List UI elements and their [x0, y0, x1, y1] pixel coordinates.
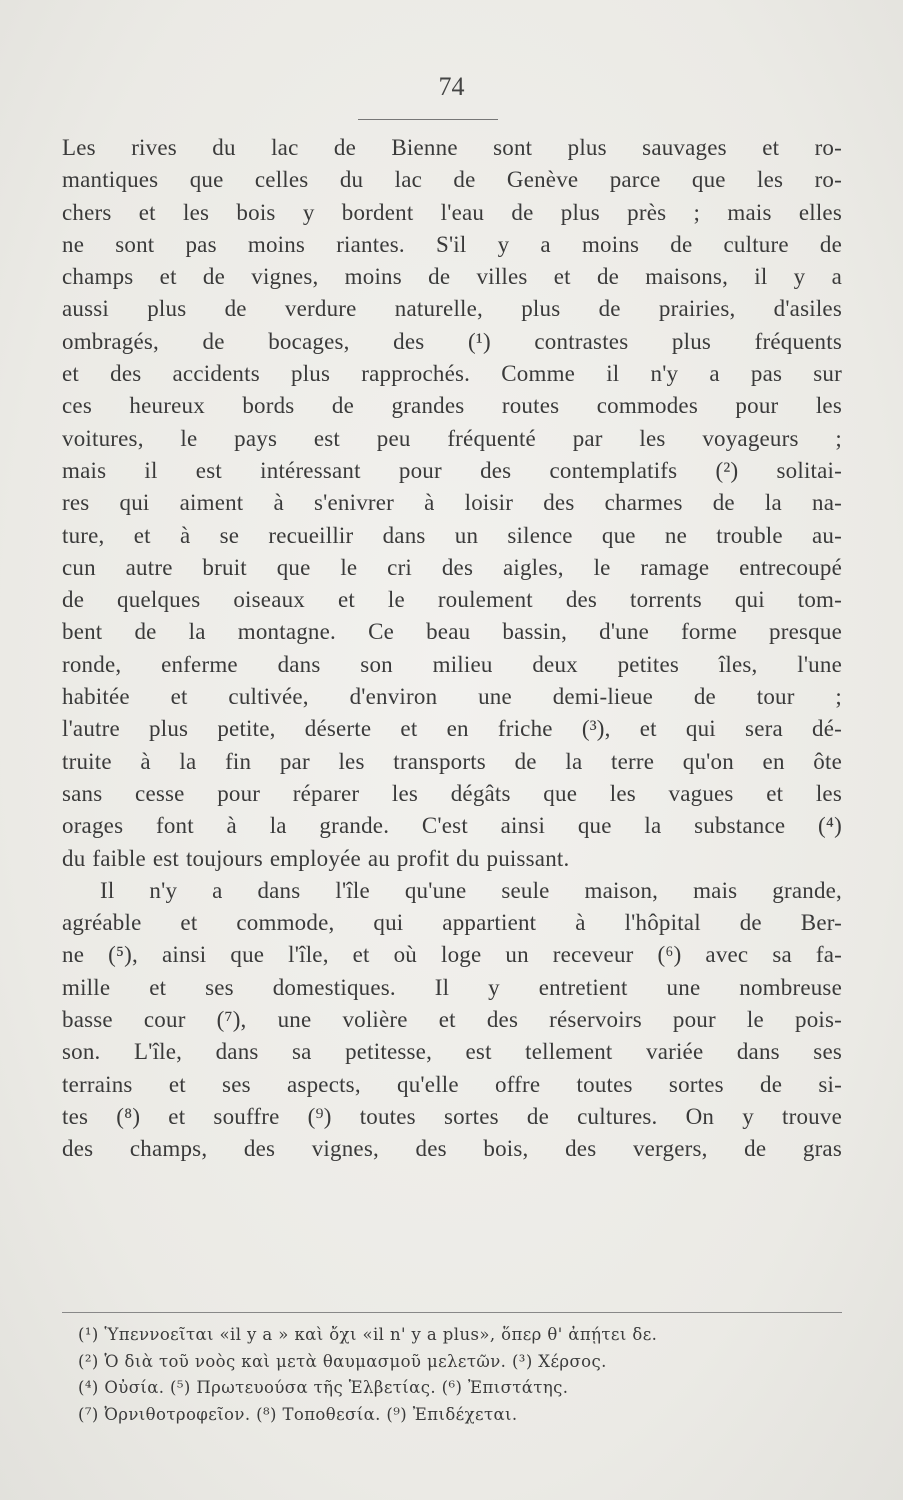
text-line: ces heureux bords de grandes routes commodes pour les — [62, 393, 842, 419]
text-line: ombragés, de bocages, des (¹) contrastes plus fréquents — [62, 328, 842, 354]
text-line: aussi plus de verdure naturelle, plus de prairies, d'asiles — [62, 296, 842, 322]
text-line: Les rives du lac de Bienne sont plus sauvages et ro- — [62, 135, 842, 160]
text-line: mantiques que celles du lac de Genève parce que les ro- — [62, 167, 842, 193]
footnotes — [78, 1322, 838, 1428]
text-line: de quelques oiseaux et le roulement des torrents qui tom- — [62, 587, 842, 613]
footnote-line: (¹) Ὑπεννοεῖται «il y a » καὶ ὄχι «il n' y a plus», ὅπερ θ' ἀπῄτει δε. — [78, 1325, 658, 1344]
text-line: ne (⁵), ainsi que l'île, et où loge un receveur (⁶) avec sa fa- — [62, 942, 842, 968]
text-line: et des accidents plus rapprochés. Comme il n'y a pas sur — [62, 361, 842, 387]
footnote-line: (²) Ὁ διὰ τοῦ νοὸς καὶ μετὰ θαυμασμοῦ μελετῶν. (³) Χέρσος. — [78, 1351, 607, 1371]
text-line: bent de la montagne. Ce beau bassin, d'une forme presque — [62, 619, 842, 645]
text-line: truite à la fin par les transports de la terre qu'on en ôte — [62, 748, 842, 774]
footnote-rule — [62, 1312, 842, 1313]
text-line: champs et de vignes, moins de villes et de maisons, il y a — [62, 264, 842, 290]
text-line: Il n'y a dans l'île qu'une seule maison, mais grande, — [100, 877, 842, 903]
text-line: cun autre bruit que le cri des aigles, le ramage entrecoupé — [62, 554, 842, 580]
text-line: sans cesse pour réparer les dégâts que les vagues et les — [62, 780, 842, 806]
text-line: ronde, enferme dans son milieu deux petites îles, l'une — [62, 651, 842, 677]
text-line: voitures, le pays est peu fréquenté par les voyageurs ; — [62, 425, 842, 451]
header-rule — [358, 119, 498, 120]
text-line: terrains et ses aspects, qu'elle offre toutes sortes de si- — [62, 1071, 842, 1097]
body-text — [62, 132, 842, 1166]
text-line: ne sont pas moins riantes. S'il y a moins de culture de — [62, 231, 842, 257]
footnote-line: (⁴) Οὐσία. (⁵) Πρωτευούσα τῆς Ἑλβετίας. (⁶) Ἐπιστάτης. — [78, 1378, 569, 1397]
text-line: habitée et cultivée, d'environ une demi-lieue de tour ; — [62, 684, 842, 710]
text-line: mille et ses domestiques. Il y entretient une nombreuse — [62, 974, 842, 1000]
text-line: basse cour (⁷), une volière et des réservoirs pour le pois- — [62, 1007, 842, 1033]
text-line: son. L'île, dans sa petitesse, est tellement variée dans ses — [62, 1039, 842, 1065]
text-line: tes (⁸) et souffre (⁹) toutes sortes de cultures. On y trouve — [62, 1103, 842, 1129]
text-line: chers et les bois y bordent l'eau de plus près ; mais elles — [62, 199, 842, 225]
footnote-line: (⁷) Ὀρνιθοτροφεῖον. (⁸) Τοποθεσία. (⁹) Ἐπιδέχεται. — [78, 1404, 518, 1424]
text-line: agréable et commode, qui appartient à l'hôpital de Ber- — [62, 910, 842, 936]
text-line: orages font à la grande. C'est ainsi que la substance (⁴) — [62, 813, 842, 839]
text-line: res qui aiment à s'enivrer à loisir des charmes de la na- — [62, 490, 842, 516]
text-line: mais il est intéressant pour des contemplatifs (²) solitai- — [62, 457, 842, 483]
text-line: du faible est toujours employée au profit du puissant. — [62, 845, 570, 871]
text-line: l'autre plus petite, déserte et en friche (³), et qui sera dé- — [62, 716, 842, 742]
text-line: des champs, des vignes, des bois, des vergers, de gras — [62, 1136, 842, 1162]
text-line: ture, et à se recueillir dans un silence que ne trouble au- — [62, 522, 842, 548]
page-number: 74 — [438, 72, 465, 101]
